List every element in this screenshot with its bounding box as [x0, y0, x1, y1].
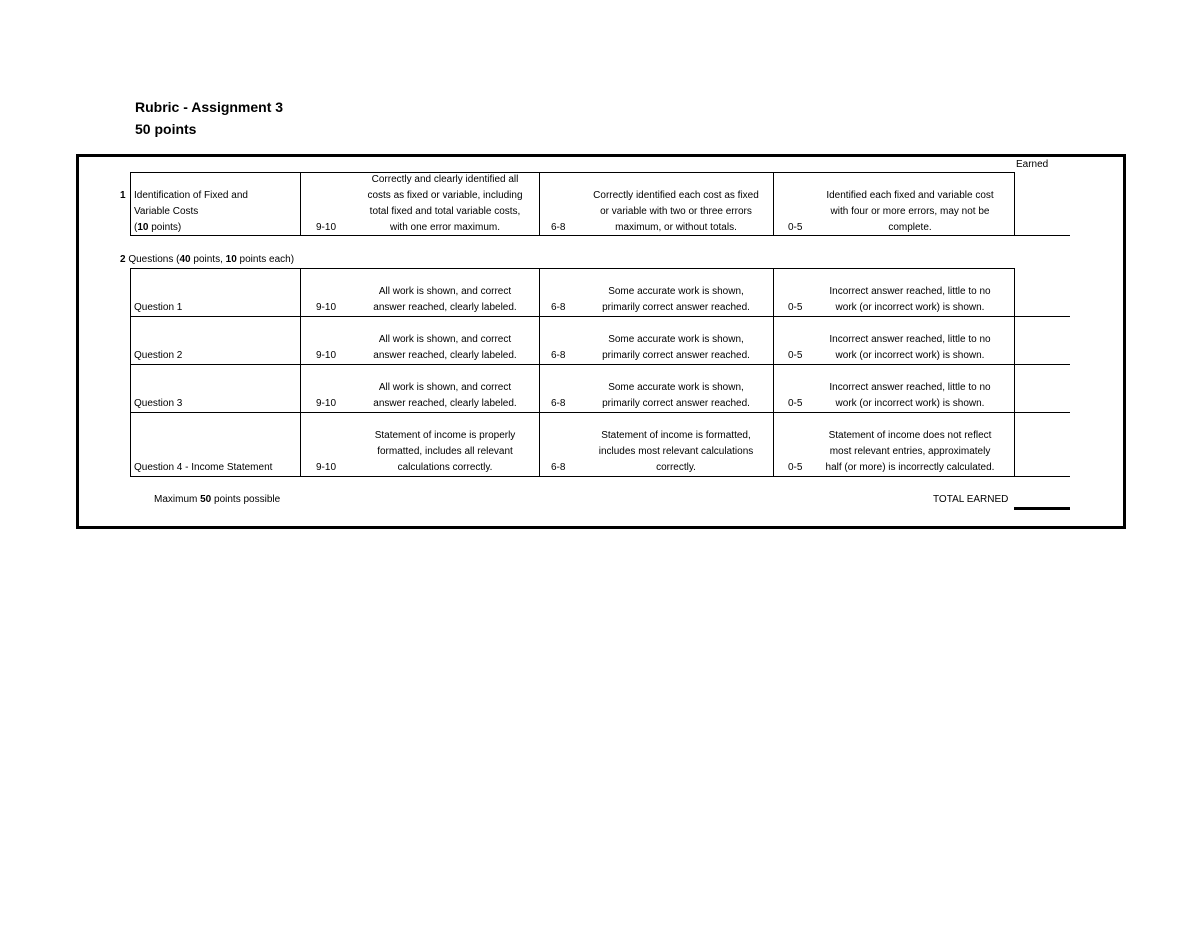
mid-range: 6-8 [551, 398, 566, 409]
criterion-1-low-desc: with four or more errors, may not be [830, 206, 990, 217]
criterion-1-high-desc: costs as fixed or variable, including [367, 190, 523, 201]
criterion-1-label: Variable Costs [134, 206, 199, 217]
max-points-note: Maximum 50 points possible [154, 494, 281, 505]
high-range: 9-10 [316, 462, 337, 473]
low-range: 0-5 [788, 350, 803, 361]
low-range: 0-5 [788, 462, 803, 473]
high-desc: All work is shown, and correct [378, 382, 512, 393]
mid-desc: primarily correct answer reached. [602, 398, 750, 409]
mid-desc: Some accurate work is shown, [608, 334, 744, 345]
high-desc: answer reached, clearly labeled. [373, 302, 517, 313]
high-range: 9-10 [316, 350, 337, 361]
criterion-1-low-desc: complete. [888, 222, 932, 233]
high-desc: calculations correctly. [397, 462, 493, 473]
high-range: 9-10 [316, 302, 337, 313]
high-range: 9-10 [316, 398, 337, 409]
criterion-1-high-desc: with one error maximum. [389, 222, 501, 233]
page-title: Rubric - Assignment 3 [135, 99, 284, 115]
low-range: 0-5 [788, 398, 803, 409]
section-2-heading: 2 Questions (40 points, 10 points each) [120, 254, 295, 265]
low-desc: work (or incorrect work) is shown. [835, 350, 985, 361]
question-label: Question 4 - Income Statement [134, 462, 273, 473]
mid-desc: Some accurate work is shown, [608, 382, 744, 393]
total-earned-field[interactable] [1014, 507, 1070, 510]
question-label: Question 1 [134, 302, 183, 313]
high-desc: All work is shown, and correct [378, 286, 512, 297]
mid-desc: primarily correct answer reached. [602, 302, 750, 313]
mid-desc: Some accurate work is shown, [608, 286, 744, 297]
criterion-1-high-desc: total fixed and total variable costs, [369, 206, 521, 217]
criterion-1-number: 1 [120, 190, 126, 201]
low-range: 0-5 [788, 302, 803, 313]
criterion-1-high-range: 9-10 [316, 222, 337, 233]
low-desc: Incorrect answer reached, little to no [829, 382, 991, 393]
low-desc: Incorrect answer reached, little to no [829, 334, 991, 345]
criterion-1-points: (10 points) [134, 222, 182, 233]
low-desc: Statement of income does not reflect [828, 430, 992, 441]
mid-range: 6-8 [551, 350, 566, 361]
mid-range: 6-8 [551, 302, 566, 313]
criterion-1-mid-desc: or variable with two or three errors [600, 206, 752, 217]
question-label: Question 2 [134, 350, 183, 361]
high-desc: answer reached, clearly labeled. [373, 350, 517, 361]
mid-desc: includes most relevant calculations [598, 446, 754, 457]
mid-range: 6-8 [551, 462, 566, 473]
high-desc: All work is shown, and correct [378, 334, 512, 345]
low-desc: Incorrect answer reached, little to no [829, 286, 991, 297]
total-earned-label: TOTAL EARNED [933, 494, 1009, 505]
high-desc: formatted, includes all relevant [377, 446, 513, 457]
total-points-heading: 50 points [135, 121, 197, 137]
criterion-1-mid-desc: maximum, or without totals. [615, 222, 737, 233]
criterion-1-mid-range: 6-8 [551, 222, 566, 233]
criterion-1-label: Identification of Fixed and [134, 190, 248, 201]
criterion-1-mid-desc: Correctly identified each cost as fixed [593, 190, 759, 201]
question-label: Question 3 [134, 398, 183, 409]
criterion-1-low-desc: Identified each fixed and variable cost [826, 190, 994, 201]
low-desc: work (or incorrect work) is shown. [835, 398, 985, 409]
criterion-1-high-desc: Correctly and clearly identified all [371, 174, 519, 185]
low-desc: most relevant entries, approximately [829, 446, 991, 457]
mid-desc: primarily correct answer reached. [602, 350, 750, 361]
mid-desc: Statement of income is formatted, [601, 430, 751, 441]
criterion-1-low-range: 0-5 [788, 222, 803, 233]
earned-header: Earned [1016, 159, 1049, 170]
high-desc: Statement of income is properly [374, 430, 516, 441]
low-desc: work (or incorrect work) is shown. [835, 302, 985, 313]
mid-desc: correctly. [656, 462, 696, 473]
low-desc: half (or more) is incorrectly calculated. [825, 462, 995, 473]
high-desc: answer reached, clearly labeled. [373, 398, 517, 409]
